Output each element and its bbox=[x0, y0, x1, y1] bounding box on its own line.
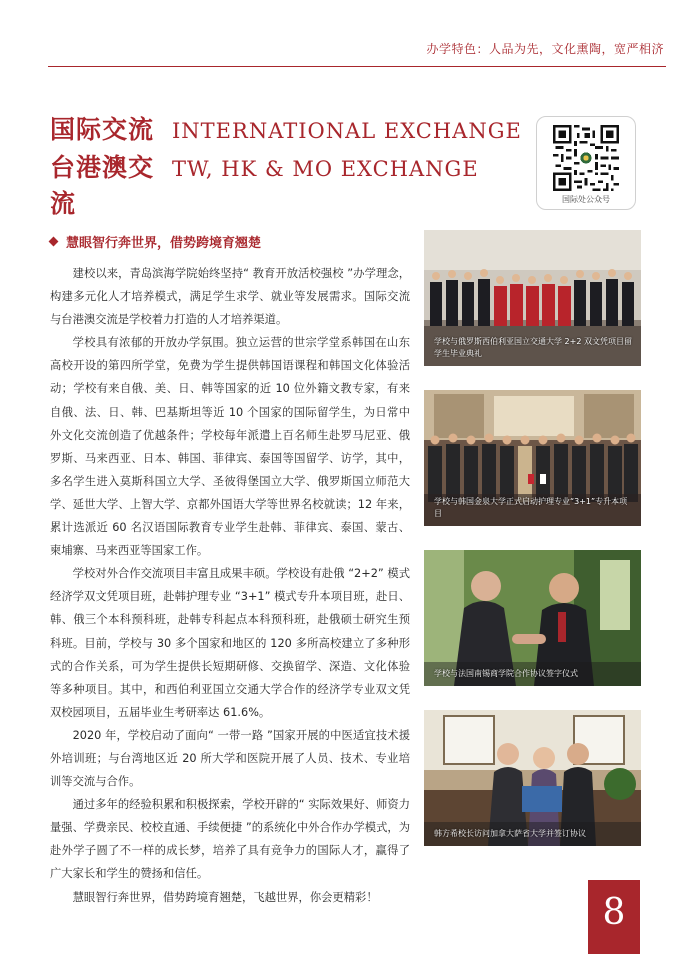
section-title: 慧眼智行奔世界，借势跨境育翘楚 bbox=[66, 236, 262, 251]
qr-code-panel bbox=[536, 116, 636, 210]
page-number-badge bbox=[588, 880, 640, 954]
photo-caption: 学校与法国南锡商学院合作协议签字仪式 bbox=[434, 669, 578, 678]
office-visit-photo-image bbox=[424, 710, 641, 846]
photo-signing-ceremony bbox=[424, 550, 641, 686]
page-number: 8 bbox=[602, 892, 626, 933]
article-body bbox=[50, 262, 410, 909]
paragraph: 学校具有浓郁的开放办学氛围。独立运营的世宗学堂系韩国在山东高校开设的第四所学堂，免费为学生提供韩国语课程和韩国文化体验活动；学校有来自俄、美、日、韩等国家的近 10 位外籍文教专家，有来自俄、法、日、韩、巴基斯坦等近 10 个国家的国际留学生，为日常中外文化交流创造了优越条件；学校每年派遣上百名师生赴罗马尼亚、俄罗斯、马来西亚、日本、韩国、菲律宾、泰国等国留学、访学，其中，多名学生进入莫斯科国立大学、圣彼得堡国立大学、俄罗斯国立师范大学、延世大学、上智大学、京都外国语大学等世界名校就读；12 年来，累计选派近 60 名汉语国际教育专业学生赴韩、菲律宾、泰国、蒙古、柬埔寨、马来西亚等国家工作。 bbox=[50, 336, 410, 558]
photo-caption: 韩方希校长访问加拿大萨省大学并签订协议 bbox=[434, 829, 586, 838]
title-row-international bbox=[50, 110, 522, 148]
title-row-tw-hk-mo bbox=[50, 148, 522, 218]
page-title-block bbox=[50, 110, 522, 218]
qr-caption: 国际处公众号 bbox=[562, 195, 610, 204]
paragraph: 通过多年的经验积累和积极探索，学校开辟的“ 实际效果好、师资力量强、学费亲民、校校直通、手续便捷 ”的系统化中外合作办学模式，为赴外学子圆了不一样的成长梦，培养了具有竞争力的国际人才，赢得了广大家长和学生的赞扬和信任。 bbox=[50, 798, 410, 881]
section-heading bbox=[50, 232, 261, 251]
paragraph: 慧眼智行奔世界，借势跨境育翘楚，飞越世界，你会更精彩！ bbox=[72, 890, 378, 904]
photo-canada-visit bbox=[424, 710, 641, 846]
qr-code-icon bbox=[553, 125, 619, 191]
paragraph: 学校对外合作交流项目丰富且成果丰硕。学校设有赴俄 “2+2” 模式经济学双文凭项目班，赴韩护理专业 “3+1” 模式专升本项目班，赴日、韩、俄三个本科预科班，赴韩专科起点本科预科班，赴俄硕士研究生预科班。目前，学校与 30 多个国家和地区的 120 多所高校建立了多种形式的合作关系，可为学生提供长短期研修、交换留学、深造、文化体验等多种项目。其中，和西伯利亚国立交通大学合作的经济学专业双文凭双校园项目，五届毕业生考研率达 61.6%。 bbox=[50, 567, 410, 719]
diamond-bullet-icon bbox=[49, 237, 59, 247]
photo-caption: 学校与俄罗斯西伯利亚国立交通大学 2+2 双文凭项目留学生毕业典礼 bbox=[434, 337, 632, 358]
title-en-tw-hk-mo: TW, HK & MO EXCHANGE bbox=[172, 157, 479, 181]
title-en-international: INTERNATIONAL EXCHANGE bbox=[172, 119, 522, 143]
paragraph: 建校以来，青岛滨海学院始终坚持“ 教育开放活校强校 ”办学理念，构建多元化人才培养模式，满足学生求学、就业等发展需求。国际交流与台港澳交流是学校着力打造的人才培养渠道。 bbox=[50, 267, 410, 327]
photo-caption: 学校与韩国金泉大学正式启动护理专业“3+1”专升本项目 bbox=[434, 497, 628, 518]
title-cn-international: 国际交流 bbox=[50, 115, 155, 144]
photo-nursing-program-launch bbox=[424, 390, 641, 526]
header-divider bbox=[48, 66, 666, 67]
title-cn-tw-hk-mo: 台港澳交流 bbox=[50, 153, 155, 218]
handshake-photo-image bbox=[424, 550, 641, 686]
paragraph: 2020 年，学校启动了面向“ 一带一路 ”国家开展的中医适宜技术援外培训班；与台湾地区近 20 所大学和医院开展了人员、技术、专业培训等交流与合作。 bbox=[50, 728, 410, 789]
header-motto: 办学特色：人品为先，文化熏陶，宽严相济 bbox=[426, 42, 664, 56]
photo-graduation-ceremony bbox=[424, 230, 641, 366]
